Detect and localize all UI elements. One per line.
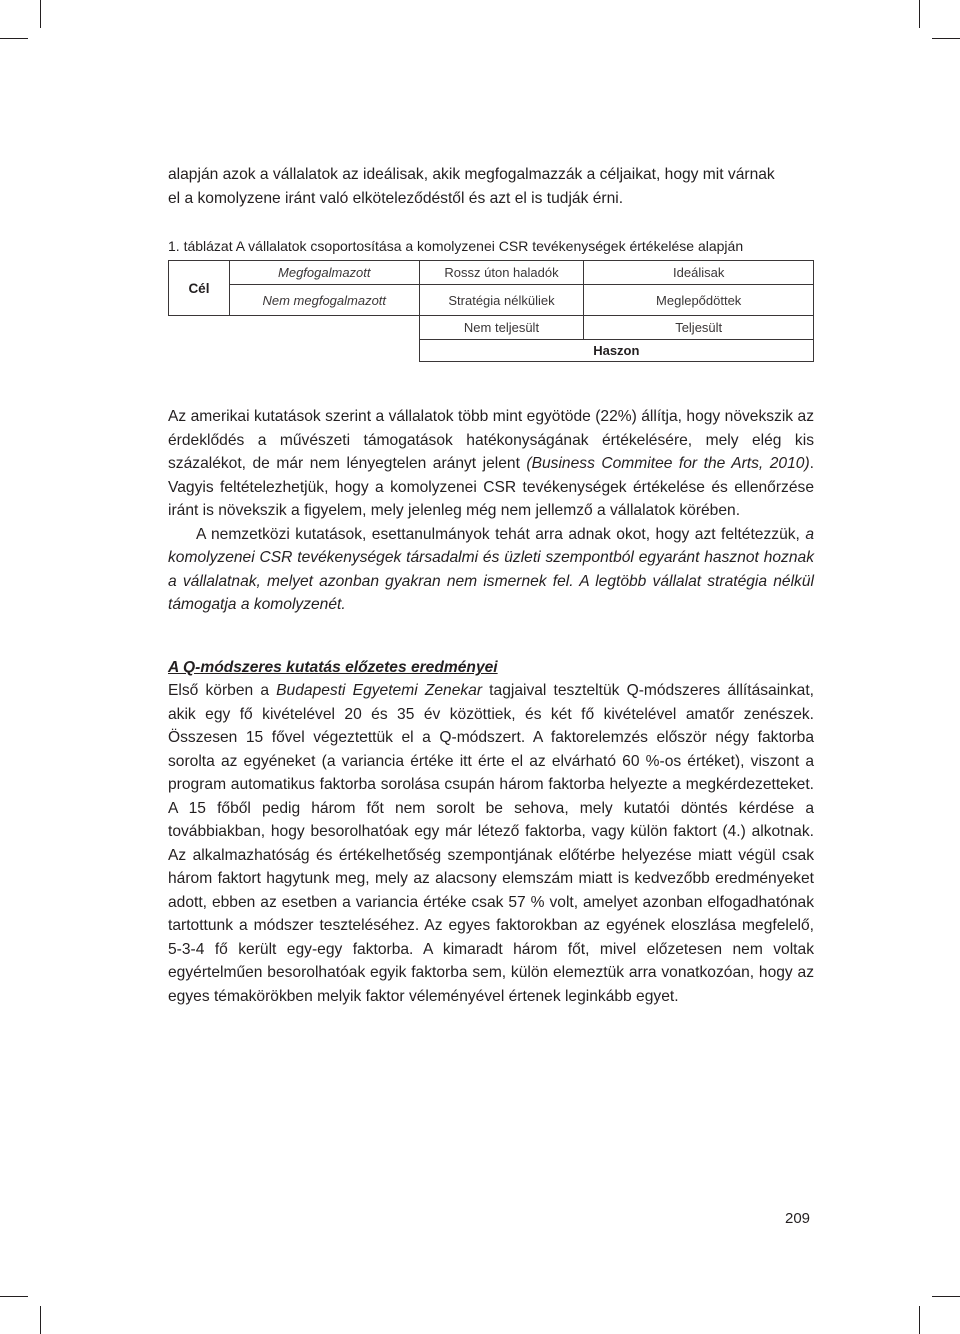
cell-rossz-uton: Rossz úton haladók [419, 261, 584, 285]
row-label-cel: Cél [169, 261, 230, 316]
crop-mark [919, 1306, 920, 1334]
cell-megfogalmazott: Megfogalmazott [229, 261, 419, 285]
intro-line-2: el a komolyzene iránt való elköteleződéstől és azt el is tudják érni. [168, 189, 624, 207]
cell-idealisak: Ideálisak [584, 261, 814, 285]
table-row [169, 340, 814, 362]
crop-mark [0, 38, 28, 39]
classification-table [168, 260, 814, 362]
crop-mark [40, 1306, 41, 1334]
col-header-haszon: Haszon [419, 340, 813, 362]
intro-line-1: alapján azok a vállalatok az ideálisak, akik megfogalmazzák a céljaikat, hogy mit várnak [168, 166, 775, 183]
cell-nem-megfogalmazott: Nem megfogalmazott [229, 285, 419, 316]
empty-cell [169, 340, 420, 362]
crop-mark [932, 1296, 960, 1297]
table-row [169, 261, 814, 285]
intro-text [168, 163, 814, 210]
table-row [169, 285, 814, 316]
citation: (Business Commitee for the Arts, 2010) [526, 455, 810, 472]
empty-cell [169, 316, 420, 340]
body-text-2 [168, 679, 814, 1008]
emphasis: a komolyzenei CSR tevékenységek társadalmi és üzleti szempontból egyaránt hasznot hoznak a vállalatnak, melyet azonban gyakran nem ismernek fel. A legtöbb vállalat stratégia nélkül támogatja a komolyzenét. [168, 525, 814, 613]
col-label-nem-teljesult: Nem teljesült [419, 316, 584, 340]
cell-strategia-nelkuliek: Stratégia nélküliek [419, 285, 584, 316]
table-row [169, 316, 814, 340]
section-heading: A Q-módszeres kutatás előzetes eredményei [168, 659, 498, 676]
crop-mark [932, 38, 960, 39]
page-number: 209 [785, 1210, 811, 1227]
crop-mark [0, 1296, 28, 1297]
paragraph: Első körben a Budapesti Egyetemi Zenekar tagjaival teszteltük Q-módszeres állításainkat, akik egy fő kivételével 20 és 35 év közöttiek, és két fő kivételével amatőr zenészek. Összesen 15 fővel végeztettük el a Q-módszert. A faktorelemzés először négy faktorba sorolta az egyéneket (a variancia értéke itt érte el az elvárható 60 %-os értéket), viszont a program automatikus faktorba sorolása csupán három faktorba helyezte a megkérdezetteket. A 15 főből pedig három főt nem sorolt be sehova, mely kutatói döntés kérdése a továbbiakban, hogy besorolhatóak egy már létező faktorba, vagy külön faktort (4.) alkotnak. Az alkalmazhatóság és értékelhetőség szempontjának előtérbe helyezése miatt végül csak három faktort hagytunk meg, mely az alacsony elemszám miatt is kedvezőbb eredményeket adott, ebben az esetben a variancia értéke csak 57 % volt, amelyet azonban elfogadhatónak tartottunk a módszer teszteléséhez. Az egyes faktorokban az egyének eloszlása megfelelő, 5-3-4 fő került egy-egy faktorba. A kimaradt három főt, mivel előzetesen nem voltak egyértelműen besorolhatóak egyik faktorba sem, külön elemeztük arra vonatkozóan, hogy az egyes témakörökben melyik faktor véleményével értenek leginkább egyet. [168, 682, 814, 1005]
crop-mark [40, 0, 41, 28]
crop-mark [919, 0, 920, 28]
col-label-teljesult: Teljesült [584, 316, 814, 340]
cell-meglepodottek: Meglepődöttek [584, 285, 814, 316]
body-text-1 [168, 405, 814, 617]
paragraph: A nemzetközi kutatások, esettanulmányok tehát arra adnak okot, hogy azt feltétezzük, a komolyzenei CSR tevékenységek társadalmi és üzleti szempontból egyaránt hasznot hoznak a vállalatnak, melyet azonban gyakran nem ismernek fel. A legtöbb vállalat stratégia nélkül támogatja a komolyzenét. [168, 525, 814, 613]
table-caption: 1. táblázat A vállalatok csoportosítása a komolyzenei CSR tevékenységek értékelése alapján [168, 238, 744, 254]
paragraph: Az amerikai kutatások szerint a vállalatok több mint egyötöde (22%) állítja, hogy növekszik az érdeklődés a művészeti támogatások hatékonyságának értékelésére, mely elég kis százalékot, de már nem lényegtelen arányt jelent (Business Commitee for the Arts, 2010). Vagyis feltételezhetjük, hogy a komolyzenei CSR tevékenységek értékelése és ellenőrzése iránt is növekszik a figyelem, mely jelenleg még nem jellemző a vállalatok körében. [168, 408, 814, 519]
organization-name: Budapesti Egyetemi Zenekar [276, 682, 483, 699]
